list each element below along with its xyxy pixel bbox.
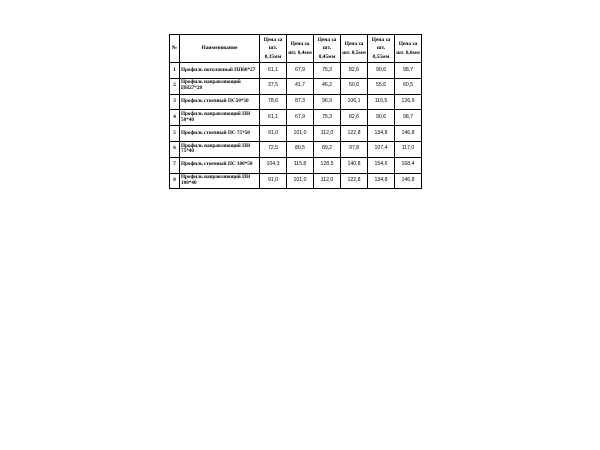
row-number: 6 [170, 141, 180, 157]
price-cell: 146,8 [395, 173, 422, 189]
price-cell: 67,9 [287, 110, 314, 126]
price-cell: 82,6 [341, 110, 368, 126]
price-cell: 97,8 [341, 141, 368, 157]
table-row [170, 78, 422, 94]
price-cell: 78,6 [260, 94, 287, 110]
header-name: Наименование [180, 35, 260, 63]
price-cell: 67,9 [287, 63, 314, 79]
row-number: 8 [170, 173, 180, 189]
header-price-05: Цена за шт. 0,5мм [341, 35, 368, 63]
price-cell: 61,1 [260, 110, 287, 126]
row-name: Профиль направляющий ПН 100*40 [180, 173, 260, 189]
price-cell: 122,8 [341, 126, 368, 142]
price-cell: 98,7 [395, 63, 422, 79]
header-price-06: Цена за шт. 0,6мм [395, 35, 422, 63]
row-number: 3 [170, 94, 180, 110]
price-cell: 154,6 [368, 157, 395, 173]
price-cell: 90,6 [368, 110, 395, 126]
row-number: 4 [170, 110, 180, 126]
price-cell: 87,3 [287, 94, 314, 110]
price-cell: 116,5 [368, 94, 395, 110]
price-cell: 89,2 [314, 141, 341, 157]
price-cell: 75,3 [314, 63, 341, 79]
row-number: 1 [170, 63, 180, 79]
price-cell: 146,8 [395, 126, 422, 142]
price-cell: 80,5 [287, 141, 314, 157]
price-cell: 122,8 [341, 173, 368, 189]
table-row [170, 63, 422, 79]
table-body [170, 63, 422, 189]
price-cell: 50,6 [341, 78, 368, 94]
price-cell: 91,0 [260, 126, 287, 142]
row-number: 5 [170, 126, 180, 142]
price-table [169, 34, 422, 189]
row-name: Профиль стоечный ПС 100*50 [180, 157, 260, 173]
price-cell: 134,8 [368, 126, 395, 142]
price-cell: 101,0 [287, 126, 314, 142]
price-cell: 112,0 [314, 126, 341, 142]
table-row [170, 173, 422, 189]
table-header [170, 35, 422, 63]
row-number: 2 [170, 78, 180, 94]
price-cell: 41,7 [287, 78, 314, 94]
header-price-045: Цена за шт. 0,45мм [314, 35, 341, 63]
price-cell: 128,5 [314, 157, 341, 173]
price-cell: 61,1 [260, 63, 287, 79]
price-cell: 75,3 [314, 110, 341, 126]
price-cell: 98,7 [395, 110, 422, 126]
row-name: Профиль направляющий ПН 75*40 [180, 141, 260, 157]
price-cell: 37,5 [260, 78, 287, 94]
price-cell: 91,0 [260, 173, 287, 189]
header-row [170, 35, 422, 63]
price-cell: 112,0 [314, 173, 341, 189]
price-cell: 46,2 [314, 78, 341, 94]
table-row [170, 94, 422, 110]
table-row [170, 110, 422, 126]
price-cell: 107,4 [368, 141, 395, 157]
price-cell: 104,3 [260, 157, 287, 173]
table-row [170, 157, 422, 173]
price-cell: 96,9 [314, 94, 341, 110]
price-cell: 101,0 [287, 173, 314, 189]
price-cell: 82,6 [341, 63, 368, 79]
header-num: № [170, 35, 180, 63]
price-cell: 126,9 [395, 94, 422, 110]
price-cell: 55,6 [368, 78, 395, 94]
row-name: Профиль направляющий ПН27*28 [180, 78, 260, 94]
table-row [170, 141, 422, 157]
price-cell: 72,5 [260, 141, 287, 157]
price-cell: 115,8 [287, 157, 314, 173]
row-name: Профиль потолочный ПП60*27 [180, 63, 260, 79]
row-name: Профиль стоечный ПС 75*50 [180, 126, 260, 142]
header-price-04: Цена за шт. 0,4мм [287, 35, 314, 63]
price-cell: 117,0 [395, 141, 422, 157]
header-price-035: Цена за шт. 0,35мм [260, 35, 287, 63]
row-name: Профиль направляющий ПН 50*40 [180, 110, 260, 126]
price-cell: 140,8 [341, 157, 368, 173]
price-cell: 90,6 [368, 63, 395, 79]
row-number: 7 [170, 157, 180, 173]
price-cell: 134,8 [368, 173, 395, 189]
header-price-055: Цена за шт. 0,55мм [368, 35, 395, 63]
table-row [170, 126, 422, 142]
price-cell: 60,5 [395, 78, 422, 94]
price-cell: 106,1 [341, 94, 368, 110]
row-name: Профиль стоечный ПС50*50 [180, 94, 260, 110]
price-cell: 168,4 [395, 157, 422, 173]
